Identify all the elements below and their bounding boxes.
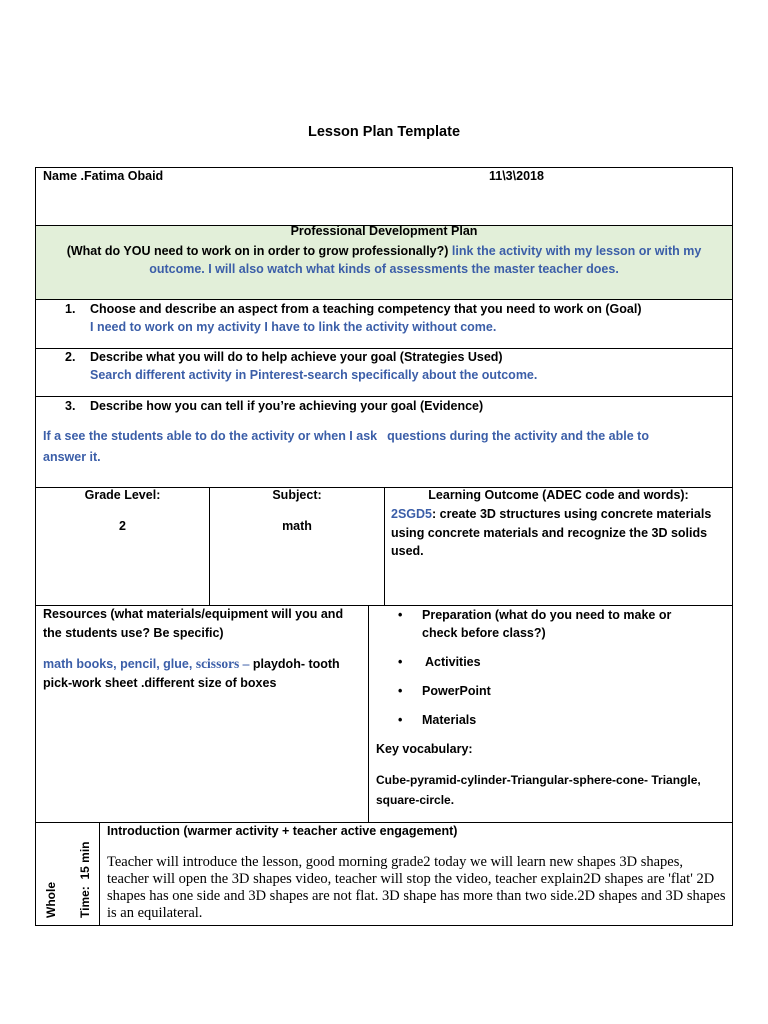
outcome-line1 (391, 505, 711, 524)
whole-label: Whole (44, 882, 58, 918)
pd-plan-heading: Professional Development Plan (290, 224, 478, 238)
prep-line2: check before class?) (422, 626, 546, 640)
subject-value: math (282, 519, 312, 533)
page-title: Lesson Plan Template (307, 124, 461, 140)
item-3-answer-part-a: If a see the students able to do the activity or when I ask (43, 429, 378, 443)
item-3-answer-line1 (43, 427, 649, 446)
column-divider (368, 605, 369, 822)
bullet-icon: • (398, 608, 403, 622)
pd-plan-answer-part1: link the activity with my lesson or with my (448, 244, 702, 258)
materials-blue: math books, pencil, glue, (43, 657, 196, 671)
bullet-icon: • (398, 684, 403, 698)
outcome-line2: using concrete materials and recognize the 3D solids (391, 526, 708, 540)
materials-scissors: scissors – (195, 656, 250, 671)
pd-plan-question-line (36, 242, 732, 261)
vocab-label: Key vocabulary: (376, 742, 473, 756)
vocab-line2: square-circle. (376, 793, 455, 807)
item-3-prompt: Describe how you can tell if you’re achieving your goal (Evidence) (90, 399, 484, 413)
name-label: Name . (43, 169, 84, 183)
item-2-number: 2. (65, 350, 76, 364)
vocab-line1: Cube-pyramid-cylinder-Triangular-sphere-cone- Triangle, (376, 773, 701, 787)
materials-rest: playdoh- tooth (249, 657, 340, 671)
resources-materials-line1 (43, 654, 340, 674)
item-2-prompt: Describe what you will do to help achieve your goal (Strategies Used) (90, 350, 503, 364)
prep-line1: Preparation (what do you need to make or (422, 608, 672, 622)
column-divider (99, 822, 100, 926)
prep-list-item: Materials (422, 713, 477, 727)
name-field (43, 167, 163, 186)
prep-list-item: PowerPoint (422, 684, 491, 698)
time-label: Time: (78, 886, 92, 918)
item-1-answer: I need to work on my activity I have to link the activity without come. (90, 320, 497, 334)
introduction-body: Teacher will introduce the lesson, good morning grade2 today we will learn new shapes 3D shapes, teacher will open the 3D shapes video, teacher will stop the video, teacher explain2D shapes are 'flat' 2D shapes has one side and 3D shapes are not flat. 3D shape has more than two side.2D shapes and 3D shapes is an equilateral. (107, 854, 726, 921)
grade-value: 2 (119, 519, 126, 533)
introduction-heading: Introduction (warmer activity + teacher active engagement) (107, 824, 458, 838)
item-1-prompt: Choose and describe an aspect from a teaching competency that you need to work on (Goal) (90, 302, 642, 316)
outcome-label: Learning Outcome (ADEC code and words): (428, 488, 689, 502)
name-value: Fatima Obaid (84, 169, 164, 183)
subject-label: Subject: (272, 488, 322, 502)
item-3-number: 3. (65, 399, 76, 413)
time-value: 15 min (78, 841, 92, 880)
outcome-line3: used. (391, 544, 424, 558)
prep-list-item: Activities (425, 655, 481, 669)
outcome-code: 2SGD5 (391, 507, 432, 521)
item-3-answer-line2: answer it. (43, 450, 101, 464)
outcome-text-1: : create 3D structures using concrete materials (432, 507, 712, 521)
item-3-answer-part-b: questions during the activity and the able to (387, 429, 649, 443)
pd-plan-answer-part2: outcome. I will also watch what kinds of assessments the master teacher does. (149, 262, 619, 276)
resources-materials-line2: pick-work sheet .different size of boxes (43, 676, 277, 690)
date-field: 11\3\2018 (489, 169, 544, 183)
resources-label-line1: Resources (what materials/equipment will you and (43, 607, 344, 621)
item-1-number: 1. (65, 302, 76, 316)
resources-label-line2: the students use? Be specific) (43, 626, 224, 640)
bullet-icon: • (398, 713, 403, 727)
grade-label: Grade Level: (84, 488, 161, 502)
time-label-group (78, 842, 92, 918)
pd-plan-question: (What do YOU need to work on in order to grow professionally?) (66, 244, 449, 258)
bullet-icon: • (398, 655, 403, 669)
item-2-answer: Search different activity in Pinterest-search specifically about the outcome. (90, 368, 538, 382)
